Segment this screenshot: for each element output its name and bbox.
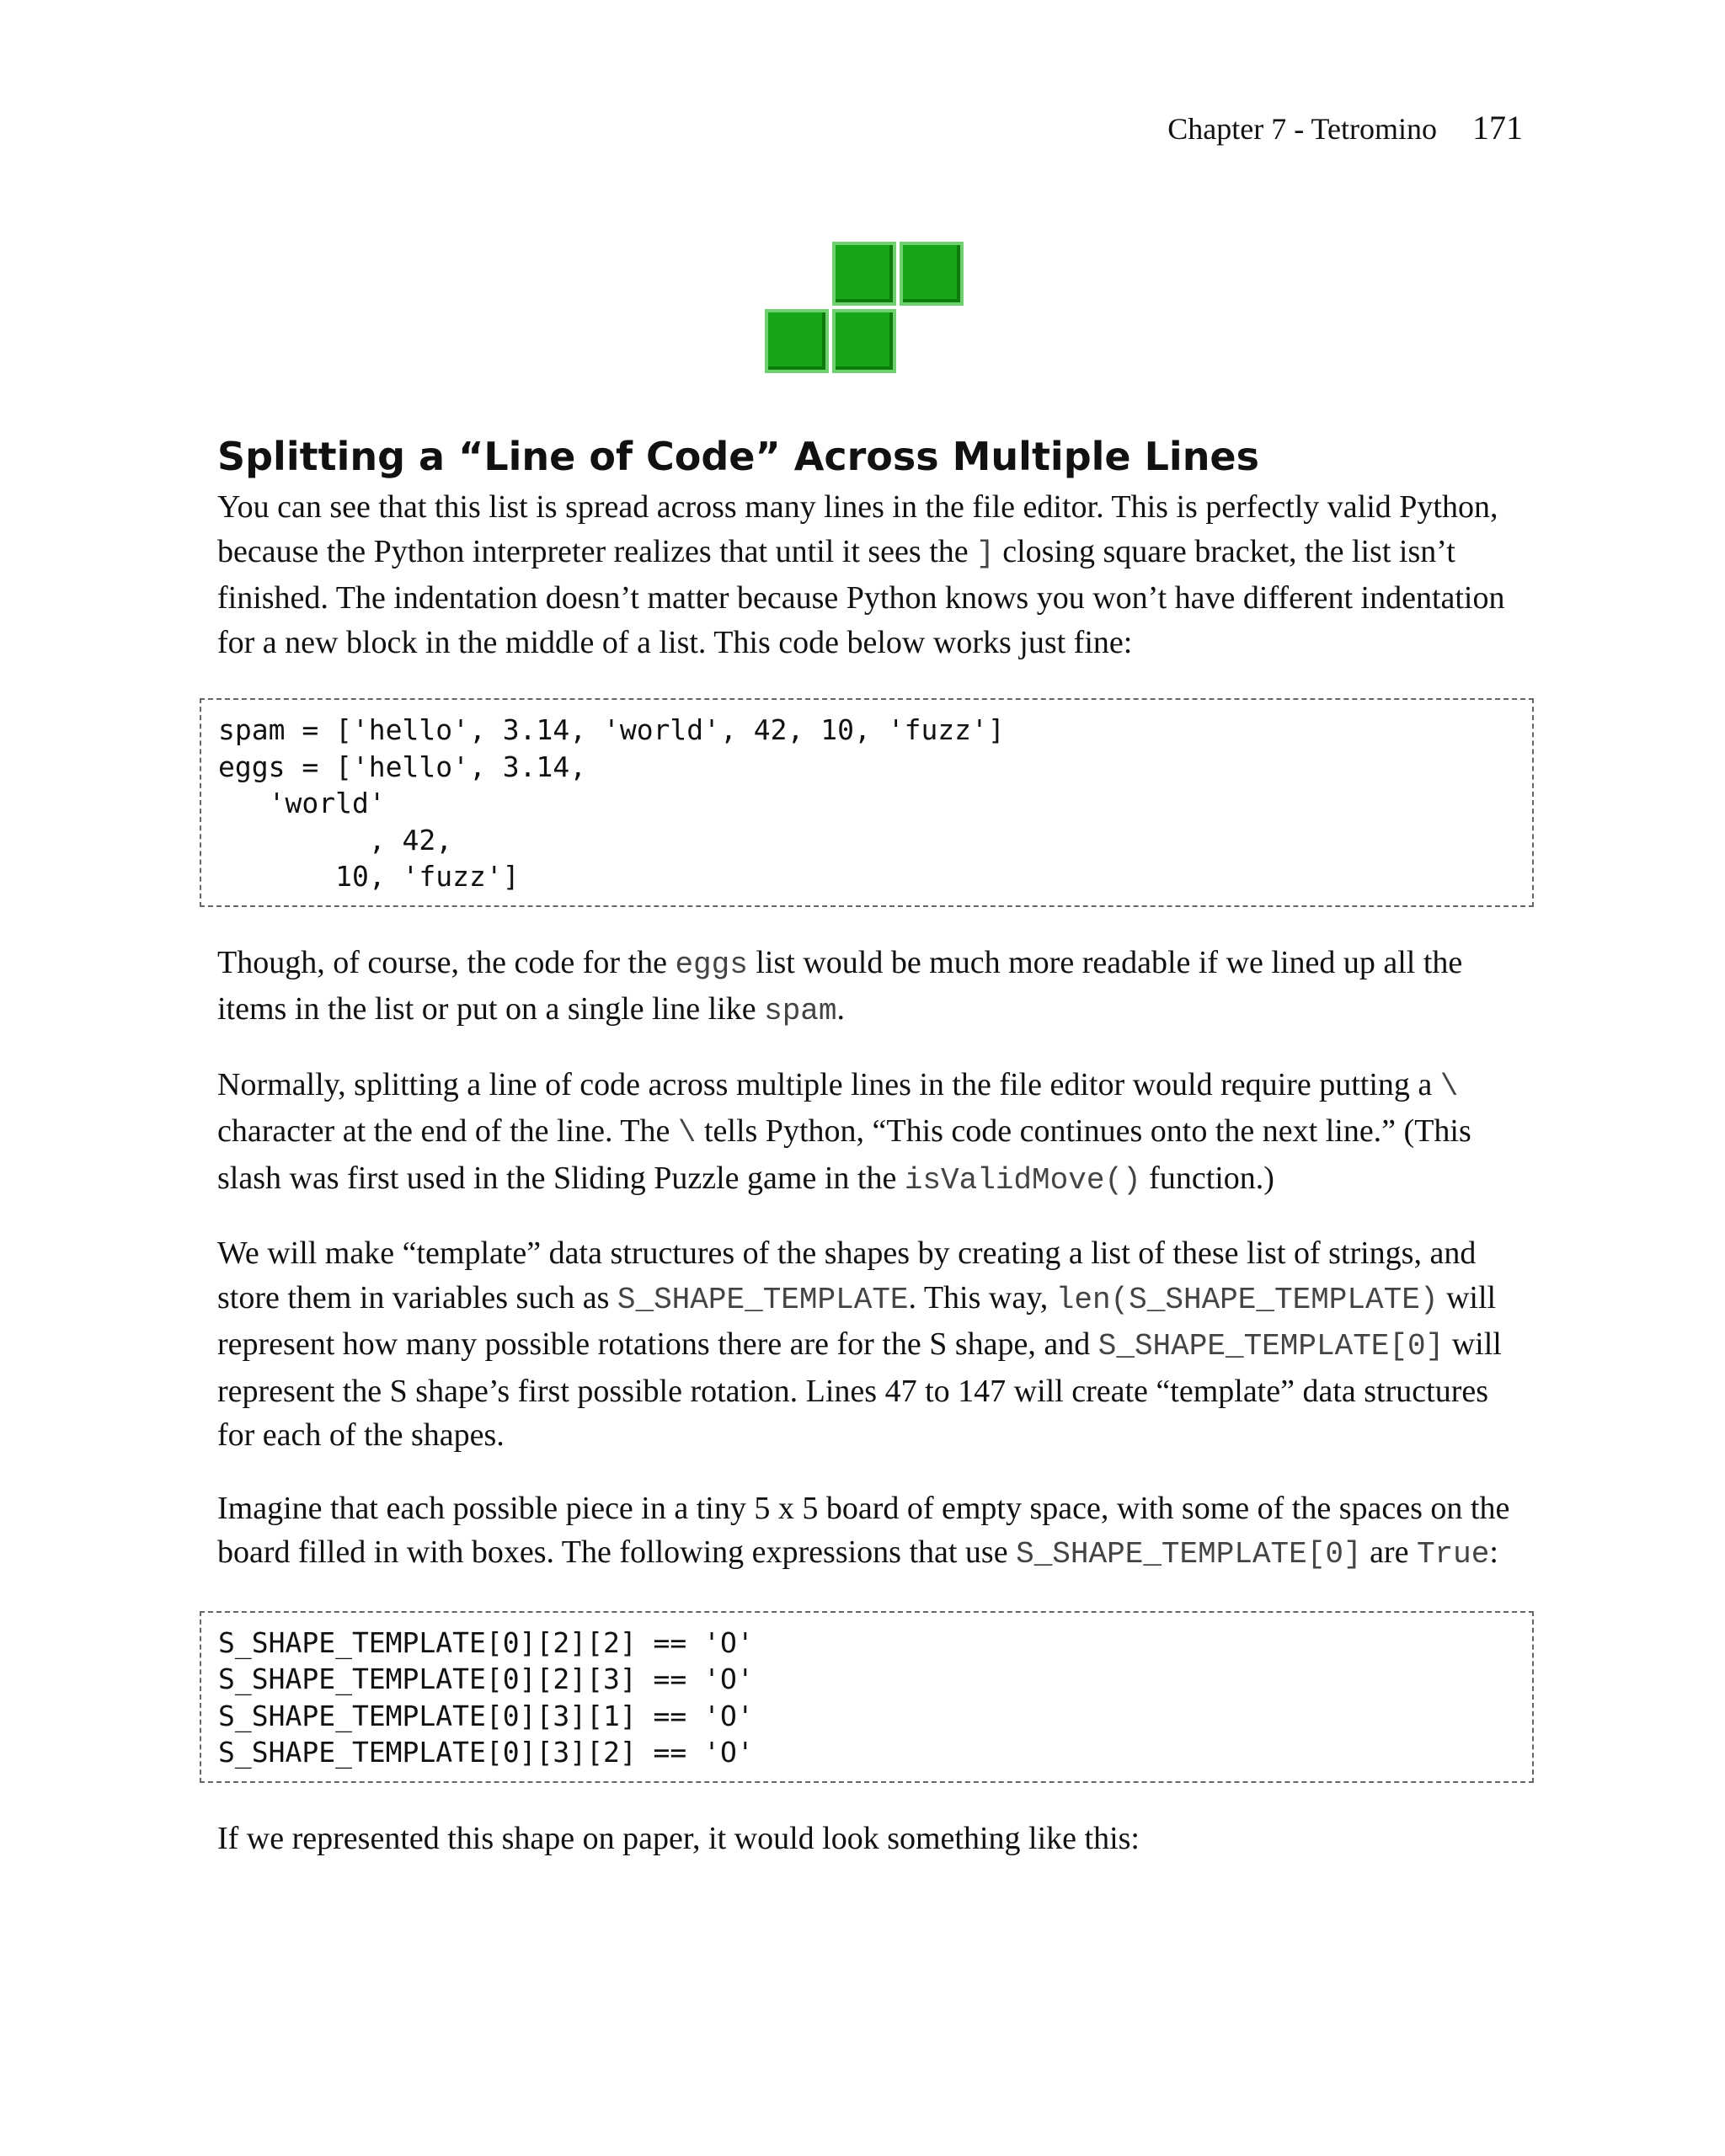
code-lines: spam = ['hello', 3.14, 'world', 42, 10, 'fuzz'] eggs = ['hello', 3.14, 'world' , 42, 10, 'fuzz'] [218, 713, 1005, 893]
page-content [217, 421, 1531, 1889]
inline-code: S_SHAPE_TEMPLATE[0] [1097, 1329, 1445, 1364]
page-header [1167, 106, 1523, 151]
code-block-template-expressions [200, 1611, 1534, 1783]
inline-code: True [1416, 1537, 1490, 1572]
chapter-title: Chapter 7 - Tetromino [1167, 112, 1437, 146]
inline-code: eggs [675, 947, 748, 982]
code-lines: S_SHAPE_TEMPLATE[0][2][2] == 'O' S_SHAPE_TEMPLATE[0][2][3] == 'O' S_SHAPE_TEMPLATE[0][3][1] == 'O' S_SHAPE_TEMPLATE[0][3][2] == 'O' [218, 1625, 754, 1769]
page-number: 171 [1472, 109, 1523, 147]
inline-code: S_SHAPE_TEMPLATE[0] [1016, 1537, 1362, 1572]
s-block-bottom-right [832, 309, 896, 373]
code-block-list-example [200, 698, 1534, 907]
paragraph-board: Imagine that each possible piece in a tiny 5 x 5 board of empty space, with some of the spaces on the board filled in with boxes. The following expressions that use S_SHAPE_TEMPLATE[0] are True: [217, 1490, 1510, 1572]
s-block-top-left [832, 242, 896, 306]
inline-code: ] [976, 536, 995, 571]
paragraph-list-spread: You can see that this list is spread across many lines in the file editor. This is perfectly valid Python, because the Python interpreter realizes that until it sees the ] closing square bracket, the list isn’t finished. The indentation doesn’t matter because Python knows you won’t have different indentation for a new block in the middle of a list. This code below works just fine: [217, 489, 1505, 660]
paragraph-backslash: Normally, splitting a line of code across multiple lines in the file editor would require putting a \ character at the end of the line. The \ tells Python, “This code continues onto the next line.” (This slash was first used in the Sliding Puzzle game in the isValidMove() function.) [217, 1066, 1471, 1198]
s-tetromino-figure [765, 242, 964, 373]
inline-code: isValidMove() [904, 1162, 1141, 1198]
paragraph-template: We will make “template” data structures of the shapes by creating a list of these list of strings, and store them in variables such as S_SHAPE_TEMPLATE. This way, len(S_SHAPE_TEMPLATE) will represent how many possible rotations there are for the S shape, and S_SHAPE_TEMPLATE[0] will represent the S shape’s first possible rotation. Lines 47 to 147 will create “template” data structures for each of the shapes. [217, 1235, 1502, 1453]
section-title: Splitting a “Line of Code” Across Multiple Lines [217, 434, 1260, 479]
inline-code: \ [1439, 1069, 1459, 1104]
s-block-bottom-left [765, 309, 829, 373]
inline-code: spam [764, 994, 837, 1028]
inline-code: len(S_SHAPE_TEMPLATE) [1055, 1282, 1439, 1317]
s-block-top-right [900, 242, 964, 306]
paragraph-on-paper: If we represented this shape on paper, it would look something like this: [217, 1820, 1140, 1856]
inline-code: S_SHAPE_TEMPLATE [617, 1282, 909, 1317]
inline-code: \ [677, 1116, 697, 1150]
paragraph-readable: Though, of course, the code for the eggs list would be much more readable if we lined up all the items in the list or put on a single line like spam. [217, 944, 1463, 1028]
